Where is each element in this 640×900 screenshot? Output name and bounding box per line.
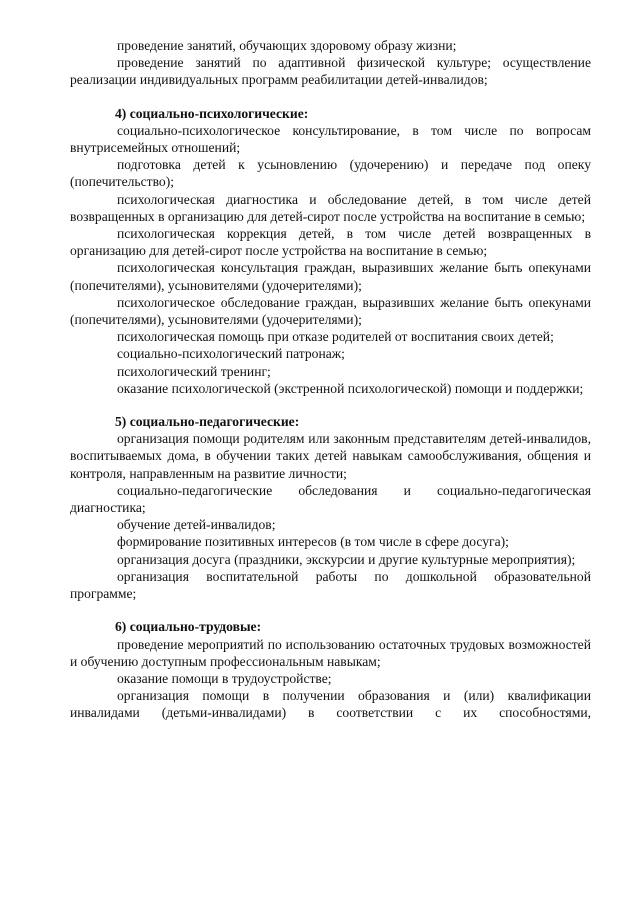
list-item: оказание психологической (экстренной психологической) помощи и поддержки; [117,380,584,396]
intro-item: проведение занятий, обучающих здоровому образу жизни; [117,38,457,53]
section-heading-socio-pedagogical: 5) социально-педагогические: [115,414,300,430]
list-item: организация воспитательной работы по дошкольной образовательной программе; [70,568,591,602]
list-item: обучение детей-инвалидов; [117,517,276,533]
document-body [70,37,591,722]
list-item: оказание помощи в трудоустройстве; [117,670,332,686]
list-item: формирование позитивных интересов (в том числе в сфере досуга); [117,534,509,550]
list-item: социально-психологическое консультирование, в том числе по вопросам внутрисемейных отношений; [70,122,591,156]
section-heading-socio-labor: 6) социально-трудовые: [115,619,262,635]
list-item: психологическая коррекция детей, в том числе детей возвращенных в организацию для детей-сирот после устройства на воспитание в семью; [70,226,591,259]
list-item: психологическое обследование граждан, выразивших желание быть опекунами (попечителями), усыновителями (удочерителями); [70,294,591,328]
list-item: организация помощи в получении образования и (или) квалификации инвалидами (детьми-инвалидами) в соответствии с их способностями, [70,688,591,721]
list-item: организация досуга (праздники, экскурсии и другие культурные мероприятия); [117,551,576,567]
list-item: социально-психологический патронаж; [117,346,345,362]
list-item: подготовка детей к усыновлению (удочерению) и передаче под опеку (попечительство); [70,157,591,190]
list-item: психологическая диагностика и обследование детей, в том числе детей возвращенных в организацию для детей-сирот после устройства на воспитание в семью; [70,191,591,224]
intro-item: проведение занятий по адаптивной физической культуре; осуществление реализации индивидуальных программ реабилитации детей-инвалидов; [70,55,591,88]
list-item: организация помощи родителям или законным представителям детей-инвалидов, воспитываемых дома, в обучении таких детей навыкам самообслуживания, общения и контроля, направленным на развитие личности; [70,431,591,481]
list-item: психологический тренинг; [117,363,271,379]
list-item: психологическая консультация граждан, выразивших желание быть опекунами (попечителями), усыновителями (удочерителями); [70,260,591,293]
list-item: социально-педагогические обследования и социально-педагогическая диагностика; [70,482,591,516]
list-item: психологическая помощь при отказе родителей от воспитания своих детей; [117,329,554,345]
section-heading-socio-psychological: 4) социально-психологические: [115,105,309,121]
list-item: проведение мероприятий по использованию остаточных трудовых возможностей и обучению доступным профессиональным навыкам; [70,636,591,669]
